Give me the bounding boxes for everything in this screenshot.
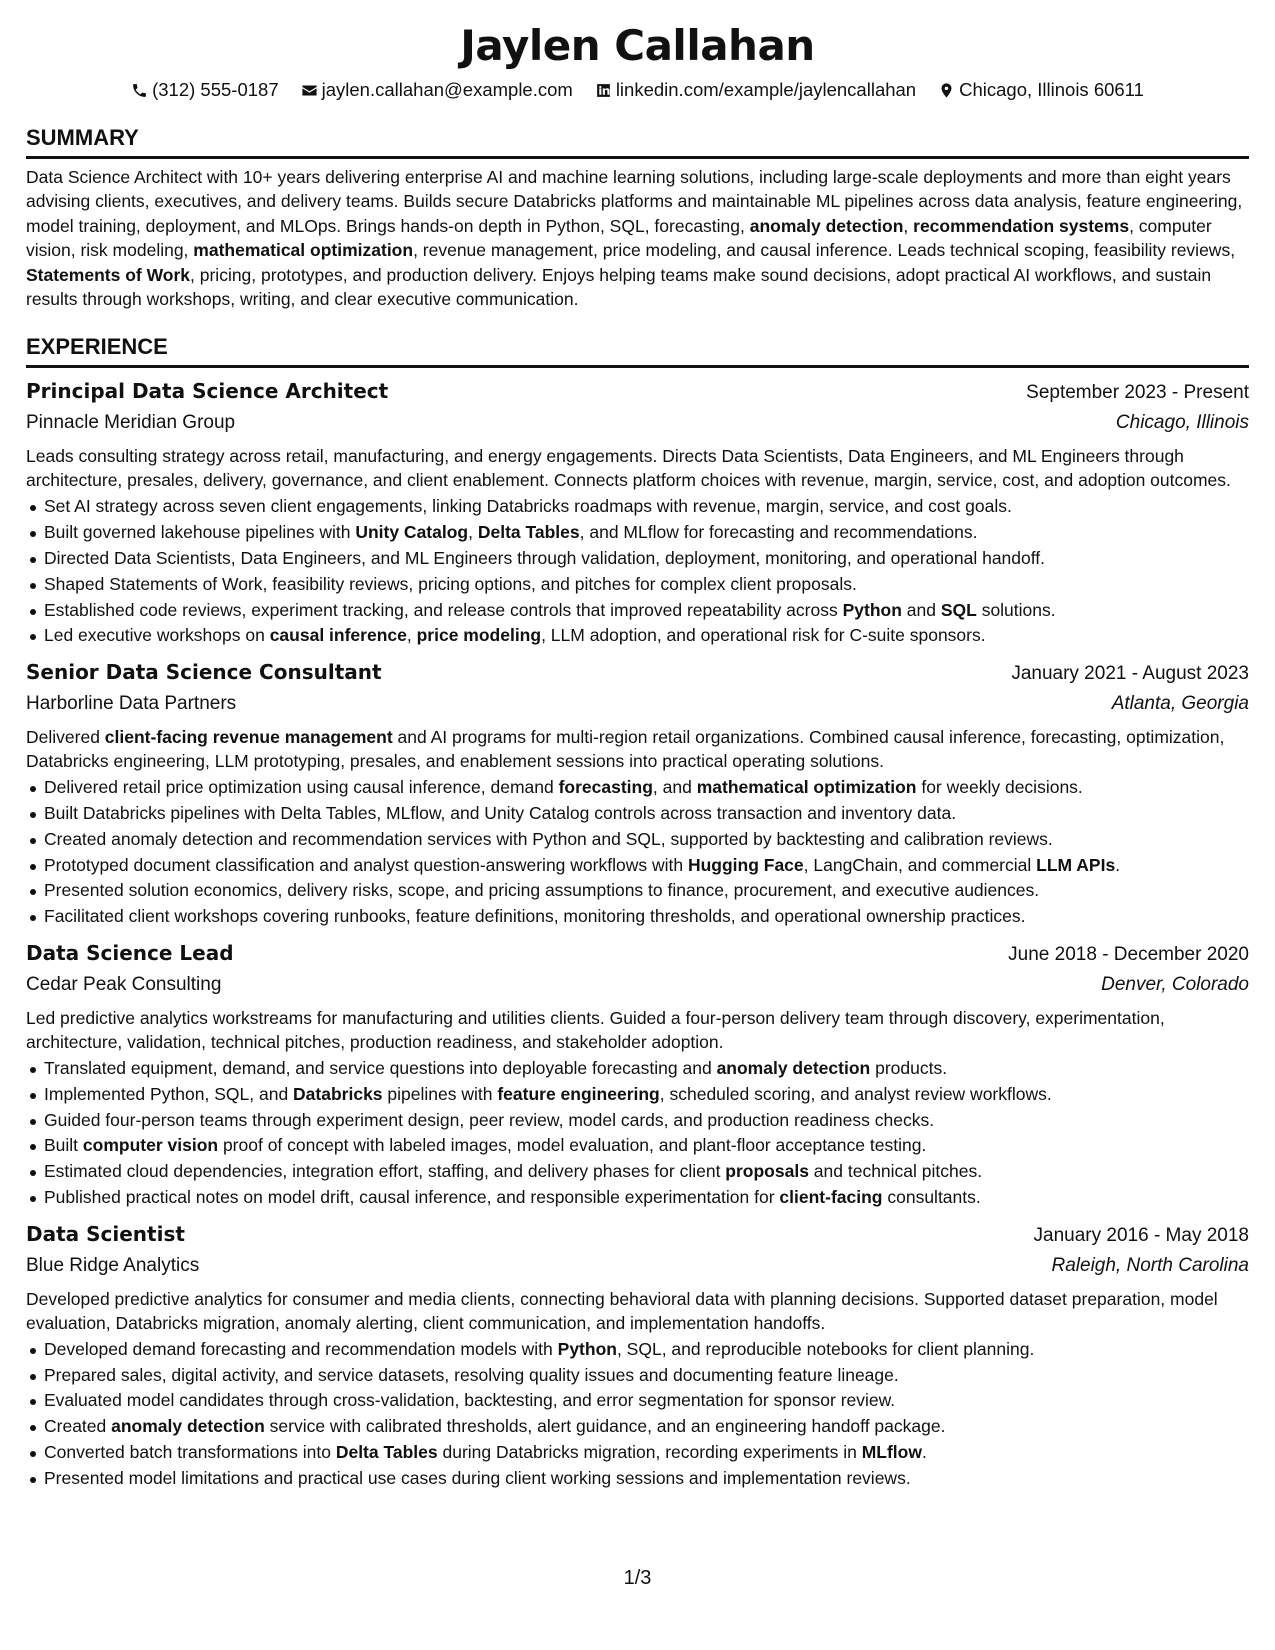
text-run: Prepared sales, digital activity, and service datasets, resolving quality issues and documenting feature lineage.	[44, 1364, 899, 1385]
bullet-item	[26, 598, 1249, 624]
candidate-name: Jaylen Callahan	[460, 21, 815, 70]
text-run: Prototyped document classification and analyst question-answering workflows with	[44, 854, 688, 875]
job-company-row	[26, 1251, 1249, 1281]
contact-phone[interactable]	[131, 78, 279, 102]
bullet-item	[26, 1185, 1249, 1211]
keyword: LLM APIs	[1036, 854, 1116, 875]
keyword: anomaly detection	[716, 1058, 871, 1078]
text-run: Shaped Statements of Work, feasibility reviews, pricing options, and pitches for complex client proposals.	[44, 573, 857, 594]
job-dates: June 2018 - December 2020	[1008, 944, 1249, 965]
bullet-item	[26, 1082, 1249, 1108]
text-run: , LLM adoption, and operational risk for C-suite sponsors.	[541, 625, 986, 646]
text-run: Data Science Architect with 10+ years delivering enterprise AI and machine learning solutions, including large-scale deployments and more than eight years advising clients, executives, and delivery teams. Builds secure Databricks platforms and maintainable ML pipelines across data analysis, feature engineering, model training, deployment, and MLOps. Brings hands-on depth in Python, SQL, forecasting,	[26, 167, 1243, 236]
bullet-item	[26, 853, 1249, 879]
job-title: Principal Data Science Architect	[26, 379, 389, 404]
text-run: Directed Data Scientists, Data Engineers, and ML Engineers through validation, deployment, monitoring, and operational handoff.	[44, 548, 1046, 569]
text-run: .	[1115, 854, 1121, 875]
text-run: Published practical notes on model drift, causal inference, and responsible experimentation for	[44, 1186, 780, 1207]
job-description	[26, 444, 1249, 492]
bullet-item	[26, 623, 1249, 649]
job-header-row	[26, 376, 1249, 408]
job-company: Cedar Peak Consulting	[26, 974, 222, 995]
text-run: Presented model limitations and practical use cases during client working sessions and implementation reviews.	[44, 1467, 911, 1488]
text-run: pipelines with	[382, 1083, 498, 1104]
bullet-item	[26, 1466, 1249, 1492]
text-run: for weekly decisions.	[916, 777, 1083, 798]
text-run: Leads consulting strategy across retail, manufacturing, and energy engagements. Directs Data Scientists, Data Engineers, and ML Engineers through architecture, presales, delivery, governance, and client enablement. Connects platform choices with revenue, margin, service, cost, and adoption outcomes.	[26, 446, 1231, 491]
linkedin-text: linkedin.com/example/jaylencallahan	[615, 79, 917, 100]
phone-icon	[131, 82, 148, 99]
job-title: Data Science Lead	[26, 941, 234, 965]
bullet-item	[26, 1337, 1249, 1363]
bullet-item	[26, 775, 1249, 801]
text-run: ,	[903, 215, 914, 236]
job-location: Denver, Colorado	[1101, 974, 1249, 995]
job-dates: January 2021 - August 2023	[1011, 663, 1249, 685]
bullet-item	[26, 494, 1249, 520]
text-run: Led executive workshops on	[44, 625, 270, 646]
contact-linkedin[interactable]	[595, 78, 916, 102]
text-run: , computer vision, risk modeling,	[26, 215, 1212, 261]
bullet-item	[26, 1159, 1249, 1185]
job-header-row	[26, 657, 1249, 689]
text-run: Converted batch transformations into	[44, 1441, 336, 1462]
summary-heading: SUMMARY	[26, 124, 1249, 159]
bullet-item	[26, 827, 1249, 853]
resume-page	[26, 18, 1249, 1492]
keyword: client-facing	[779, 1186, 883, 1207]
keyword: price modeling	[416, 625, 542, 646]
keyword: mathematical optimization	[193, 240, 414, 261]
keyword: Databricks	[293, 1083, 383, 1104]
job-bullets	[26, 1056, 1249, 1211]
job-company-row	[26, 970, 1249, 1000]
keyword: mathematical optimization	[696, 777, 917, 798]
email-text: jaylen.callahan@example.com	[321, 79, 573, 100]
text-run: Guided four-person teams through experiment design, peer review, model cards, and production readiness checks.	[44, 1109, 935, 1130]
job-bullets	[26, 494, 1249, 649]
job-company: Harborline Data Partners	[26, 693, 237, 715]
contact-location	[938, 78, 1144, 102]
keyword: Unity Catalog	[355, 522, 469, 543]
experience-list	[26, 376, 1249, 1491]
bullet-item	[26, 520, 1249, 546]
job-description	[26, 1006, 1249, 1054]
text-run: Delivered retail price optimization using causal inference, demand	[44, 777, 559, 798]
job-entry	[26, 657, 1249, 930]
text-run: products.	[870, 1058, 948, 1078]
text-run: , pricing, prototypes, and production delivery. Enjoys helping teams make sound decisions, adopt practical AI workflows, and sustain results through workshops, writing, and clear executive communication.	[26, 264, 1212, 310]
text-run: , and MLflow for forecasting and recommendations.	[579, 522, 978, 543]
text-run: ,	[406, 625, 417, 646]
text-run: Developed predictive analytics for consumer and media clients, connecting behavioral data with planning decisions. Supported dataset preparation, model evaluation, Databricks migration, anomaly alerting, client communication, and implementation handoffs.	[26, 1288, 1218, 1333]
keyword: Hugging Face	[687, 854, 804, 875]
bullet-item	[26, 1133, 1249, 1159]
text-run: solutions.	[976, 599, 1056, 620]
text-run: Presented solution economics, delivery risks, scope, and pricing assumptions to finance, procurement, and executive audiences.	[44, 880, 1040, 901]
job-location: Atlanta, Georgia	[1111, 693, 1249, 715]
text-run: Estimated cloud dependencies, integration effort, staffing, and delivery phases for client	[44, 1161, 726, 1182]
contact-email[interactable]	[301, 78, 573, 102]
text-run: Created	[44, 1416, 112, 1437]
text-run: Translated equipment, demand, and service questions into deployable forecasting and	[44, 1058, 717, 1078]
linkedin-icon	[595, 82, 612, 99]
keyword: anomaly detection	[749, 215, 904, 236]
keyword: proposals	[725, 1161, 809, 1182]
keyword: MLflow	[861, 1441, 922, 1462]
text-run: Delivered	[26, 727, 105, 748]
text-run: Evaluated model candidates through cross-validation, backtesting, and error segmentation for sponsor review.	[44, 1390, 896, 1411]
job-location: Raleigh, North Carolina	[1051, 1254, 1249, 1276]
job-company: Blue Ridge Analytics	[26, 1254, 200, 1276]
job-title: Data Scientist	[26, 1221, 185, 1246]
text-run: Developed demand forecasting and recommendation models with	[44, 1338, 558, 1359]
keyword: Python	[557, 1338, 617, 1359]
job-entry	[26, 1219, 1249, 1492]
keyword: client-facing revenue management	[104, 727, 393, 748]
keyword: Delta Tables	[335, 1441, 438, 1462]
contact-bar	[26, 78, 1249, 102]
text-run: Built Databricks pipelines with Delta Tables, MLflow, and Unity Catalog controls across transaction and inventory data.	[44, 803, 957, 824]
text-run: Built	[44, 1135, 83, 1156]
job-bullets	[26, 1337, 1249, 1492]
keyword: Statements of Work	[26, 264, 191, 285]
bullet-item	[26, 1056, 1249, 1082]
text-run: ,	[468, 522, 478, 543]
job-header-row	[26, 1219, 1249, 1251]
job-company: Pinnacle Meridian Group	[26, 412, 236, 434]
keyword: recommendation systems	[913, 215, 1130, 236]
page-number: 1/3	[623, 1567, 652, 1589]
text-run: Facilitated client workshops covering runbooks, feature definitions, monitoring thresholds, and operational ownership practices.	[44, 906, 1026, 927]
bullet-item	[26, 1388, 1249, 1414]
text-run: , and	[652, 777, 697, 798]
keyword: anomaly detection	[111, 1416, 265, 1437]
experience-heading: EXPERIENCE	[26, 333, 1249, 368]
bullet-item	[26, 546, 1249, 572]
job-header-row	[26, 938, 1249, 970]
text-run: Built governed lakehouse pipelines with	[44, 522, 356, 543]
bullet-item	[26, 878, 1249, 904]
keyword: SQL	[940, 599, 977, 620]
bullet-item	[26, 904, 1249, 930]
bullet-item	[26, 1363, 1249, 1389]
text-run: and technical pitches.	[808, 1161, 983, 1182]
bullet-item	[26, 1440, 1249, 1466]
job-description	[26, 725, 1249, 773]
text-run: Established code reviews, experiment tracking, and release controls that improved repeatability across	[44, 599, 843, 620]
text-run: .	[921, 1441, 927, 1462]
bullet-item	[26, 801, 1249, 827]
keyword: causal inference	[269, 625, 407, 646]
job-description	[26, 1287, 1249, 1335]
keyword: forecasting	[558, 777, 653, 798]
text-run: , revenue management, price modeling, and causal inference. Leads technical scoping, feasibility reviews,	[413, 240, 1236, 261]
keyword: Python	[842, 599, 902, 620]
job-entry	[26, 376, 1249, 649]
keyword: computer vision	[82, 1135, 219, 1156]
job-dates: September 2023 - Present	[1026, 382, 1249, 404]
job-bullets	[26, 775, 1249, 930]
text-run: Implemented Python, SQL, and	[44, 1083, 294, 1104]
bullet-item	[26, 1414, 1249, 1440]
job-title: Senior Data Science Consultant	[26, 660, 382, 685]
job-company-row	[26, 689, 1249, 719]
bullet-item	[26, 572, 1249, 598]
text-run: Led predictive analytics workstreams for manufacturing and utilities clients. Guided a four-person delivery team through discovery, experimentation, architecture, validation, technical pitches, production readiness, and stakeholder adoption.	[26, 1008, 1165, 1052]
job-location: Chicago, Illinois	[1115, 412, 1249, 434]
job-entry	[26, 938, 1249, 1211]
text-run: proof of concept with labeled images, model evaluation, and plant-floor acceptance testing.	[218, 1135, 927, 1156]
text-run: and AI programs for multi-region retail organizations. Combined causal inference, forecasting, optimization, Databricks engineering, LLM prototyping, presales, and enablement sessions into practical operating solutions.	[26, 727, 1225, 772]
bullet-item	[26, 1108, 1249, 1134]
job-company-row	[26, 408, 1249, 438]
location-text: Chicago, Illinois 60611	[959, 79, 1144, 100]
text-run: , SQL, and reproducible notebooks for client planning.	[616, 1338, 1035, 1359]
text-run: service with calibrated thresholds, alert guidance, and an engineering handoff package.	[264, 1416, 946, 1437]
job-dates: January 2016 - May 2018	[1033, 1224, 1249, 1246]
text-run: , scheduled scoring, and analyst review workflows.	[659, 1083, 1052, 1104]
text-run: , LangChain, and commercial	[803, 854, 1037, 875]
text-run: Created anomaly detection and recommendation services with Python and SQL, supported by backtesting and calibration reviews.	[44, 828, 1053, 849]
text-run: during Databricks migration, recording experiments in	[437, 1441, 862, 1462]
summary-paragraph	[26, 165, 1249, 311]
phone-text: (312) 555-0187	[152, 79, 279, 100]
text-run: consultants.	[882, 1186, 981, 1207]
keyword: feature engineering	[497, 1083, 660, 1104]
text-run: Set AI strategy across seven client engagements, linking Databricks roadmaps with revenue, margin, service, and cost goals.	[44, 496, 1012, 517]
text-run: and	[901, 599, 941, 620]
keyword: Delta Tables	[477, 522, 580, 543]
envelope-icon	[301, 82, 318, 99]
map-pin-icon	[938, 82, 955, 99]
